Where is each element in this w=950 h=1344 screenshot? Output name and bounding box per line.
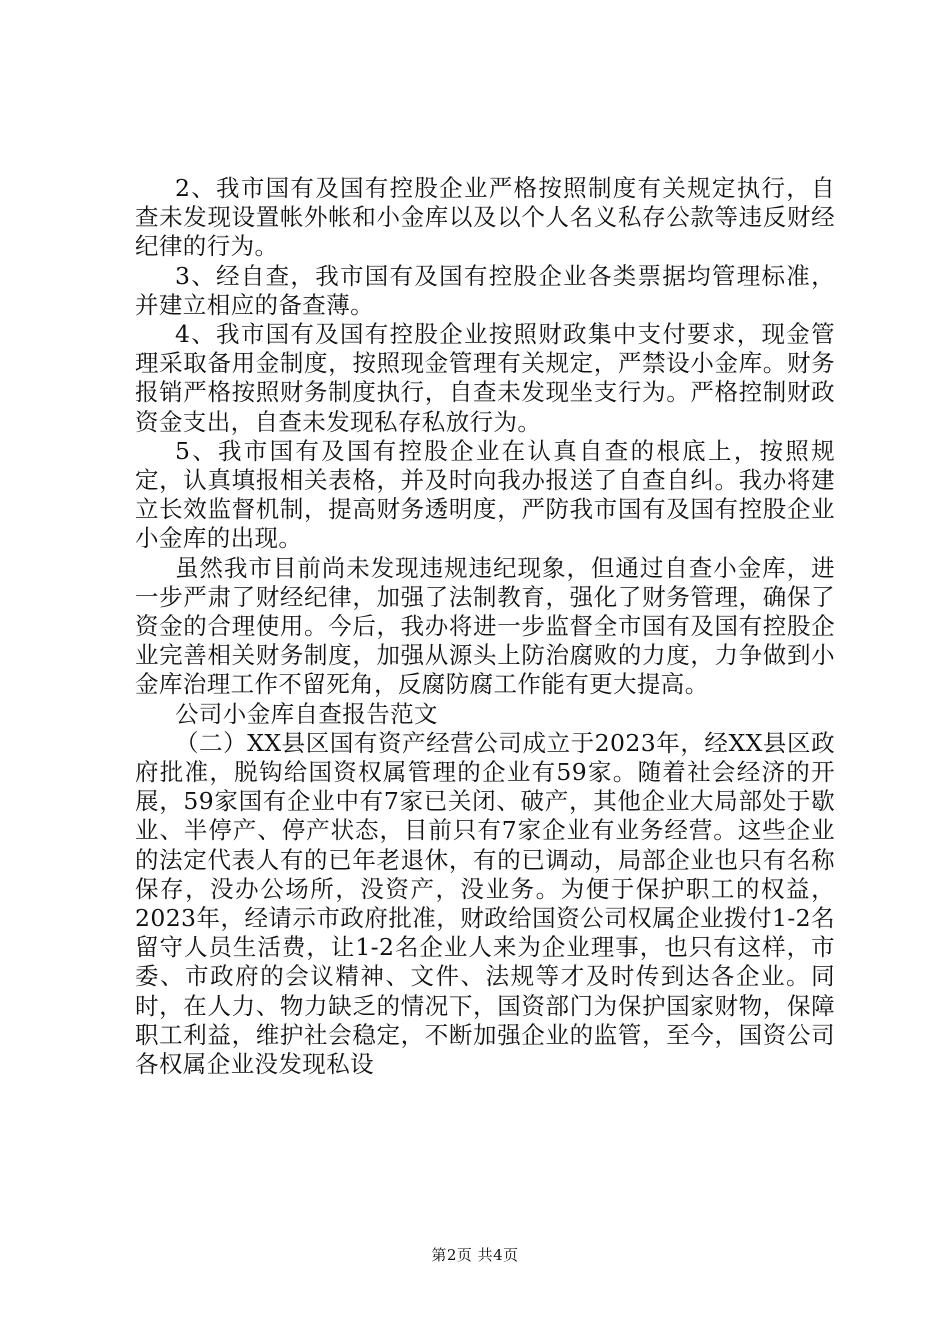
paragraph-item-2: 2、我市国有及国有控股企业严格按照制度有关规定执行，自查未发现设置帐外帐和小金库以及以个人名义私存公款等违反财经纪律的行为。 [135, 174, 835, 261]
paragraph-section-two: （二）XX县区国有资产经营公司成立于2023年，经XX县区政府批准，脱钩给国资权属管理的企业有59家。随着社会经济的开展，59家国有企业中有7家已关闭、破产，其他企业大局部处于歇业、半停产、停产状态，目前只有7家企业有业务经营。这些企业的法定代表人有的已年老退休，有的已调动，局部企业也只有名称保存，没办公场所，没资产，没业务。为便于保护职工的权益，2023年，经请示市政府批准，财政给国资公司权属企业拨付1-2名留守人员生活费，让1-2名企业人来为企业理事，也只有这样，市委、市政府的会议精神、文件、法规等才及时传到达各企业。同时，在人力、物力缺乏的情况下，国资部门为保护国家财物，保障职工利益，维护社会稳定，不断加强企业的监管，至今，国资公司各权属企业没发现私设 [135, 728, 835, 1079]
paragraph-summary: 虽然我市目前尚未发现违规违纪现象，但通过自查小金库，进一步严肃了财经纪律，加强了法制教育，强化了财务管理，确保了资金的合理使用。今后，我办将进一步监督全市国有及国有控股企业完善相关财务制度，加强从源头上防治腐败的力度，力争做到小金库治理工作不留死角，反腐防腐工作能有更大提高。 [135, 553, 835, 699]
document-body [135, 174, 835, 1079]
paragraph-item-5: 5、我市国有及国有控股企业在认真自查的根底上，按照规定，认真填报相关表格，并及时向我办报送了自查自纠。我办将建立长效监督机制，提高财务透明度，严防我市国有及国有控股企业小金库的出现。 [135, 436, 835, 553]
page-footer: 第2页 共4页 [431, 1246, 519, 1264]
section-heading: 公司小金库自查报告范文 [175, 699, 438, 728]
paragraph-item-4: 4、我市国有及国有控股企业按照财政集中支付要求，现金管理采取备用金制度，按照现金管理有关规定，严禁设小金库。财务报销严格按照财务制度执行，自查未发现坐支行为。严格控制财政资金支出，自查未发现私存私放行为。 [135, 320, 835, 436]
paragraph-item-3: 3、经自查，我市国有及国有控股企业各类票据均管理标准，并建立相应的备查薄。 [135, 261, 835, 319]
